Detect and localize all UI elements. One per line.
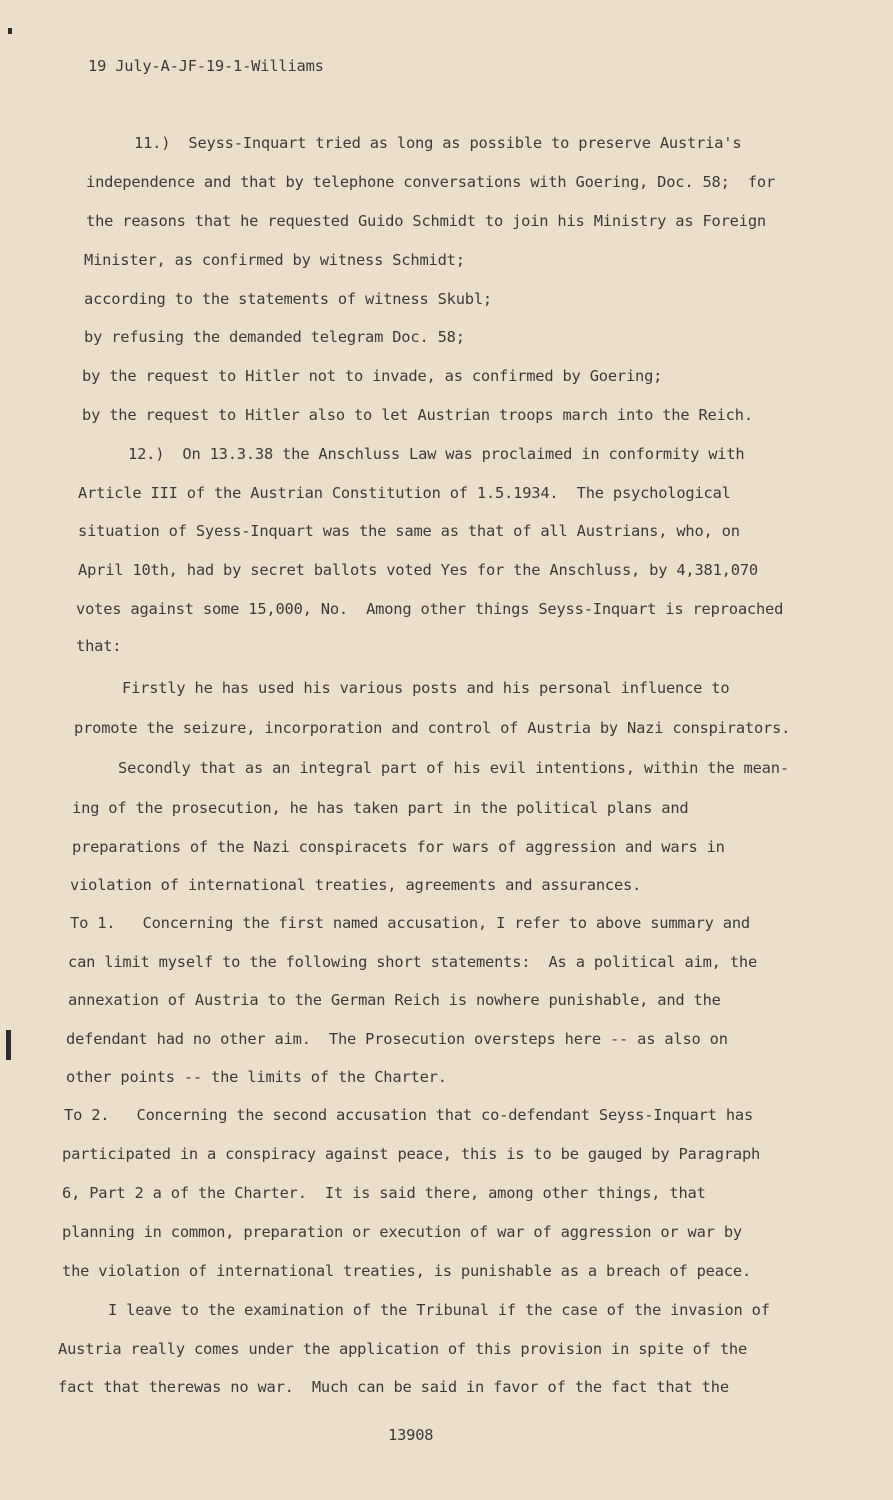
text-line: planning in common, preparation or execution of war of aggression or war by: [62, 1223, 742, 1241]
text-line: votes against some 15,000, No. Among other things Seyss-Inquart is reproached: [76, 600, 784, 618]
text-line: by the request to Hitler also to let Austrian troops march into the Reich.: [82, 406, 753, 424]
text-line: by refusing the demanded telegram Doc. 58;: [84, 328, 465, 346]
text-line: 12.) On 13.3.38 the Anschluss Law was proclaimed in conformity with: [128, 445, 745, 463]
text-line: preparations of the Nazi conspiracets for wars of aggression and wars in: [72, 838, 725, 856]
text-line: 11.) Seyss-Inquart tried as long as possible to preserve Austria's: [134, 134, 742, 152]
text-line: participated in a conspiracy against peace, this is to be gauged by Paragraph: [62, 1145, 761, 1163]
text-line: ing of the prosecution, he has taken part in the political plans and: [72, 799, 689, 817]
text-line: other points -- the limits of the Charter.: [66, 1068, 447, 1086]
text-line: the reasons that he requested Guido Schmidt to join his Ministry as Foreign: [86, 212, 766, 230]
text-line: situation of Syess-Inquart was the same as that of all Austrians, who, on: [78, 522, 740, 540]
text-line: Firstly he has used his various posts and his personal influence to: [122, 679, 730, 697]
text-line: 6, Part 2 a of the Charter. It is said there, among other things, that: [62, 1184, 706, 1202]
page-number: 13908: [388, 1426, 434, 1444]
text-line: Minister, as confirmed by witness Schmidt;: [84, 251, 465, 269]
text-line: I leave to the examination of the Tribunal if the case of the invasion of: [108, 1301, 770, 1319]
text-line: Austria really comes under the application of this provision in spite of the: [58, 1340, 748, 1358]
text-line: fact that therewas no war. Much can be said in favor of the fact that the: [58, 1378, 729, 1396]
text-line: can limit myself to the following short statements: As a political aim, the: [68, 953, 758, 971]
text-line: violation of international treaties, agreements and assurances.: [70, 876, 642, 894]
text-line: To 1. Concerning the first named accusation, I refer to above summary and: [70, 914, 750, 932]
margin-mark: [6, 1030, 11, 1060]
text-line: promote the seizure, incorporation and control of Austria by Nazi conspirators.: [74, 719, 791, 737]
text-line: Article III of the Austrian Constitution of 1.5.1934. The psychological: [78, 484, 731, 502]
text-line: defendant had no other aim. The Prosecution oversteps here -- as also on: [66, 1030, 728, 1048]
text-line: that:: [76, 637, 122, 655]
text-line: Secondly that as an integral part of his evil intentions, within the mean-: [118, 759, 789, 777]
text-line: independence and that by telephone conversations with Goering, Doc. 58; for: [86, 173, 776, 191]
document-header: 19 July-A-JF-19-1-Williams: [88, 57, 324, 75]
text-line: the violation of international treaties, is punishable as a breach of peace.: [62, 1262, 752, 1280]
text-line: annexation of Austria to the German Reich is nowhere punishable, and the: [68, 991, 721, 1009]
text-line: by the request to Hitler not to invade, as confirmed by Goering;: [82, 367, 663, 385]
text-line: To 2. Concerning the second accusation that co-defendant Seyss-Inquart has: [64, 1106, 754, 1124]
text-line: April 10th, had by secret ballots voted Yes for the Anschluss, by 4,381,070: [78, 561, 758, 579]
margin-mark: [8, 28, 12, 34]
text-line: according to the statements of witness Skubl;: [84, 290, 492, 308]
